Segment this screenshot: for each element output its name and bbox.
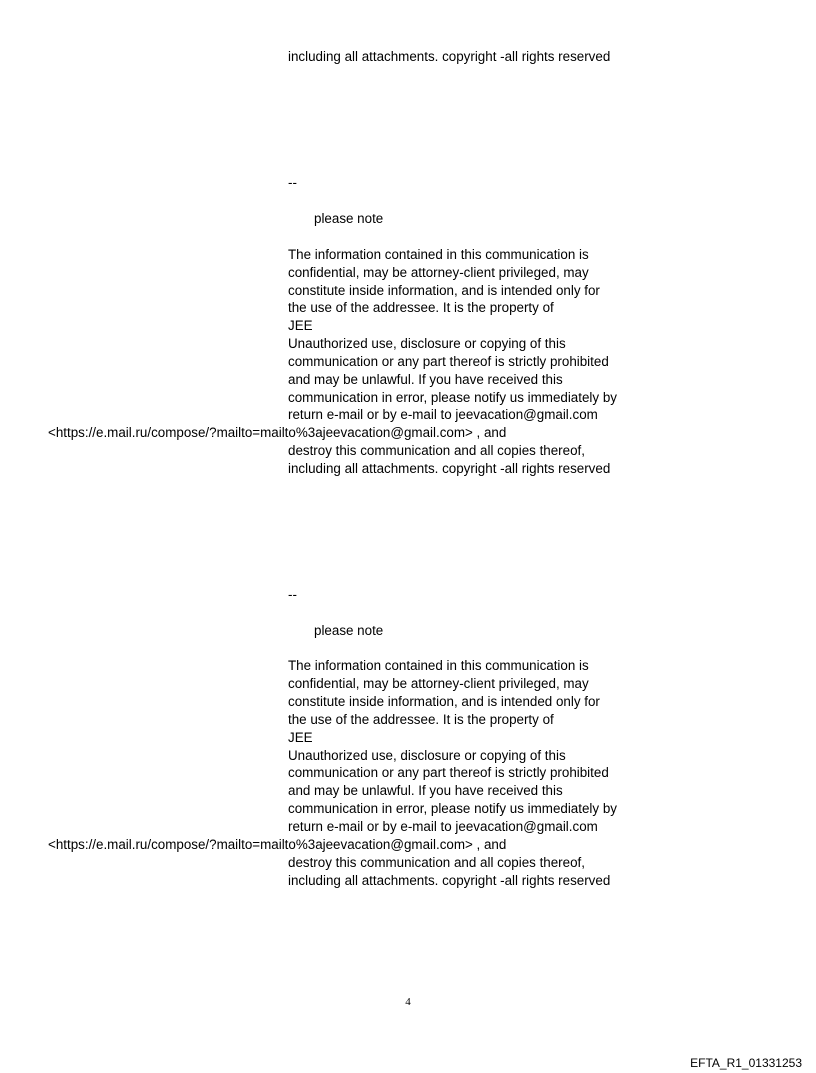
notice-1-line: return e-mail or by e-mail to jeevacation@gmail.com [288, 407, 598, 422]
notice-1-line: including all attachments. copyright -all rights reserved [288, 461, 611, 476]
notice-1-line: communication or any part thereof is strictly prohibited [288, 354, 609, 369]
page-number: 4 [405, 996, 411, 1008]
notice-1-line: JEE [288, 318, 313, 333]
notice-2-line: The information contained in this communication is [288, 658, 589, 673]
notice-1-line: the use of the addressee. It is the property of [288, 300, 554, 315]
notice-1-separator: -- [288, 175, 297, 190]
notice-1-line: The information contained in this communication is [288, 247, 589, 262]
notice-1-line: constitute inside information, and is intended only for [288, 283, 600, 298]
notice-1-line: destroy this communication and all copies thereof, [288, 443, 585, 458]
notice-2-line: destroy this communication and all copies thereof, [288, 855, 585, 870]
notice-2-line: constitute inside information, and is intended only for [288, 694, 600, 709]
notice-2-line: return e-mail or by e-mail to jeevacation@gmail.com [288, 819, 598, 834]
notice-2-separator: -- [288, 587, 297, 602]
notice-1-line: and may be unlawful. If you have received this [288, 372, 563, 387]
notice-2-mailto-link: <https://e.mail.ru/compose/?mailto=mailto%3ajeevacation@gmail.com> , and [48, 837, 507, 852]
notice-2-line: communication in error, please notify us immediately by [288, 801, 617, 816]
notice-1-heading: please note [314, 211, 384, 226]
notice-2-line: including all attachments. copyright -all rights reserved [288, 873, 611, 888]
notice-2-line: JEE [288, 730, 313, 745]
notice-2-line: communication or any part thereof is strictly prohibited [288, 765, 609, 780]
notice-1-mailto-link: <https://e.mail.ru/compose/?mailto=mailto%3ajeevacation@gmail.com> , and [48, 425, 507, 440]
notice-2-heading: please note [314, 623, 384, 638]
notice-1-line: communication in error, please notify us immediately by [288, 390, 617, 405]
notice-2-line: Unauthorized use, disclosure or copying of this [288, 748, 566, 763]
bates-number: EFTA_R1_01331253 [690, 1056, 802, 1070]
notice-2-line: and may be unlawful. If you have received this [288, 783, 563, 798]
notice-2-line: confidential, may be attorney-client privileged, may [288, 676, 589, 691]
notice-1-line: confidential, may be attorney-client privileged, may [288, 265, 589, 280]
notice-1-line: Unauthorized use, disclosure or copying of this [288, 336, 566, 351]
top-fragment-line: including all attachments. copyright -all rights reserved [288, 49, 611, 64]
notice-2-line: the use of the addressee. It is the property of [288, 712, 554, 727]
